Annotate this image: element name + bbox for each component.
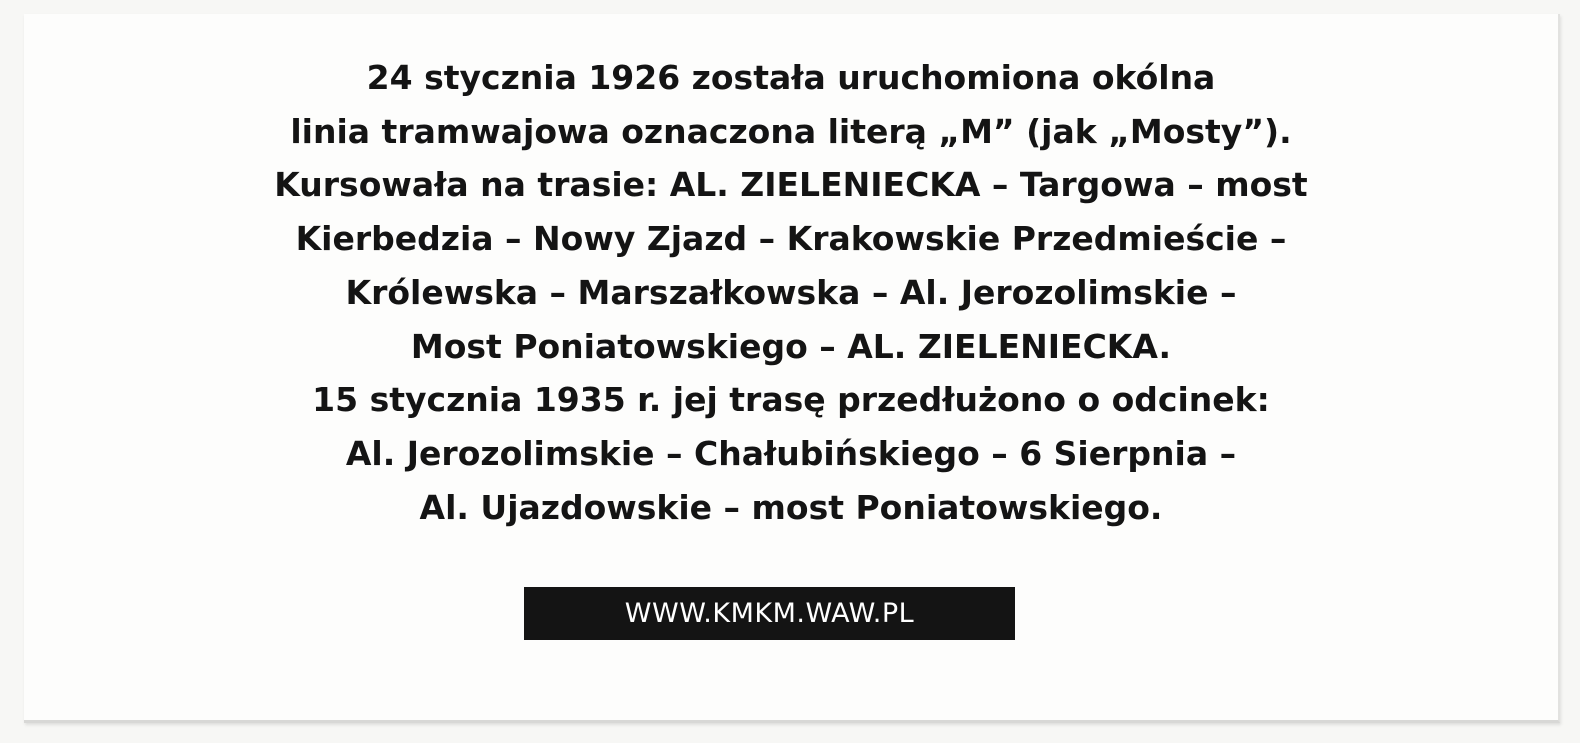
note-line-6: Most Poniatowskiego – AL. ZIELENIECKA.	[410, 326, 1172, 366]
note-line-8: Al. Jerozolimskie – Chałubińskiego – 6 Sierpnia –	[345, 433, 1237, 473]
note-line-1: 24 stycznia 1926 została uruchomiona okólna	[366, 58, 1216, 97]
note-line-7: 15 stycznia 1935 r. jej trasę przedłużono o odcinek:	[312, 380, 1270, 420]
note-line-5: Królewska – Marszałkowska – Al. Jerozolimskie –	[345, 272, 1237, 312]
historical-note	[24, 51, 1558, 534]
note-line-9: Al. Ujazdowskie – most Poniatowskiego.	[419, 487, 1163, 527]
website-url: WWW.KMKM.WAW.PL	[624, 598, 915, 629]
paper-card	[24, 14, 1560, 723]
note-line-3: Kursowała na trasie: AL. ZIELENIECKA – Targowa – most	[274, 165, 1308, 205]
note-line-2: linia tramwajowa oznaczona literą „M” (jak „Mosty”).	[290, 111, 1292, 151]
website-url-banner	[524, 587, 1015, 640]
note-line-4: Kierbedzia – Nowy Zjazd – Krakowskie Przedmieście –	[295, 219, 1287, 259]
